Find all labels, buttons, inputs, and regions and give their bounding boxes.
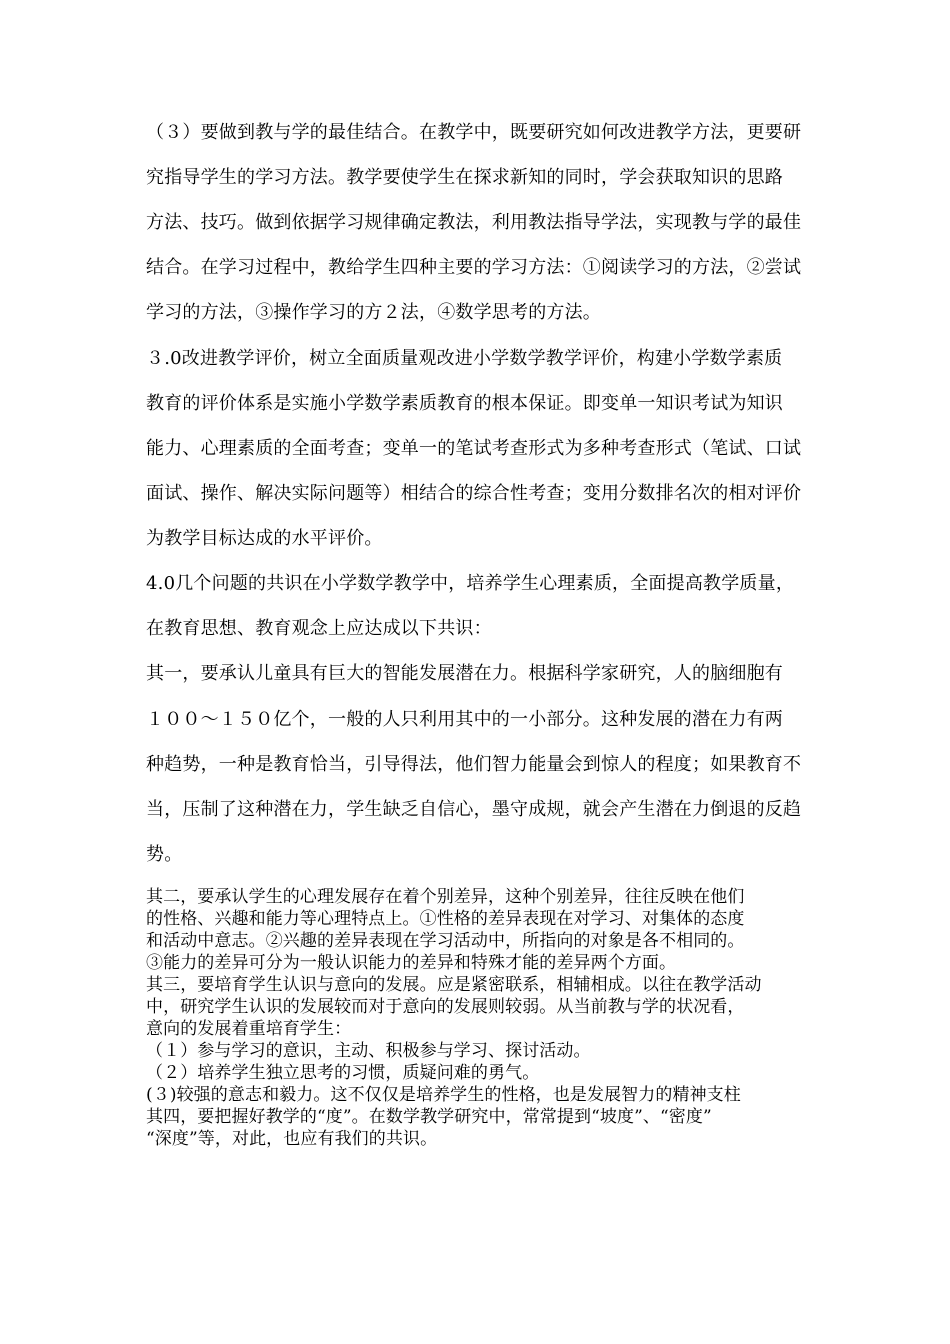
text-line: 方法、技巧。做到依据学习规律确定教法，利用教法指导学法，实现教与学的最佳 bbox=[146, 212, 802, 233]
text-line: 的性格、兴趣和能力等心理特点上。①性格的差异表现在对学习、对集体的态度 bbox=[146, 909, 745, 929]
text-line: 中，研究学生认识的发展较而对于意向的发展则较弱。从当前教与学的状况看， bbox=[146, 997, 745, 1017]
text-line: 当，压制了这种潜在力，学生缺乏自信心，墨守成规，就会产生潜在力倒退的反趋 bbox=[146, 799, 802, 820]
text-line: 学习的方法，③操作学习的方２法，④数学思考的方法。 bbox=[146, 302, 601, 323]
text-line: （３）要做到教与学的最佳结合。在教学中，既要研究如何改进教学方法，更要研 bbox=[146, 122, 802, 143]
text-line: 种趋势，一种是教育恰当，引导得法，他们智力能量会到惊人的程度；如果教育不 bbox=[146, 754, 802, 775]
text-line: （１）参与学习的意识，主动、积极参与学习、探讨活动。 bbox=[146, 1041, 591, 1061]
text-line: ③能力的差异可分为一般认识能力的差异和特殊才能的差异两个方面。 bbox=[146, 953, 677, 973]
text-line: １００～１５０亿个，一般的人只利用其中的一小部分。这种发展的潜在力有两 bbox=[146, 709, 783, 730]
text-line: 教育的评价体系是实施小学数学素质教育的根本保证。即变单一知识考试为知识 bbox=[146, 393, 783, 414]
text-line: (３)较强的意志和毅力。这不仅仅是培养学生的性格，也是发展智力的精神支柱 bbox=[146, 1085, 741, 1105]
text-line: 究指导学生的学习方法。教学要使学生在探求新知的同时，学会获取知识的思路 bbox=[146, 167, 783, 188]
text-line: 势。 bbox=[146, 844, 183, 865]
text-line: 4.0几个问题的共识在小学数学教学中，培养学生心理素质，全面提高教学质量， bbox=[146, 573, 795, 594]
text-line: 面试、操作、解决实际问题等）相结合的综合性考查；变用分数排名次的相对评价 bbox=[146, 483, 802, 504]
text-line: （２）培养学生独立思考的习惯，质疑问难的勇气。 bbox=[146, 1063, 540, 1083]
text-line: “深度”等，对此，也应有我们的共识。 bbox=[146, 1129, 438, 1149]
text-line: 能力、心理素质的全面考查；变单一的笔试考查形式为多种考查形式（笔试、口试 bbox=[146, 438, 802, 459]
text-line: 其二，要承认学生的心理发展存在着个别差异，这种个别差异，往往反映在他们 bbox=[146, 887, 745, 907]
text-line: 结合。在学习过程中，教给学生四种主要的学习方法：①阅读学习的方法，②尝试 bbox=[146, 257, 802, 278]
text-line: ３.0改进教学评价，树立全面质量观改进小学数学教学评价，构建小学数学素质 bbox=[146, 348, 783, 369]
text-line: 在教育思想、教育观念上应达成以下共识： bbox=[146, 618, 492, 639]
text-line: 意向的发展着重培育学生： bbox=[146, 1019, 352, 1039]
text-line: 其一，要承认儿童具有巨大的智能发展潜在力。根据科学家研究，人的脑细胞有 bbox=[146, 663, 783, 684]
text-line: 其三，要培育学生认识与意向的发展。应是紧密联系，相辅相成。以往在教学活动 bbox=[146, 975, 762, 995]
text-line: 为教学目标达成的水平评价。 bbox=[146, 528, 383, 549]
text-line: 和活动中意志。②兴趣的差异表现在学习活动中，所指向的对象是各不相同的。 bbox=[146, 931, 745, 951]
text-line: 其四，要把握好教学的“度”。在数学教学研究中，常常提到“坡度”、“密度” bbox=[146, 1107, 712, 1127]
